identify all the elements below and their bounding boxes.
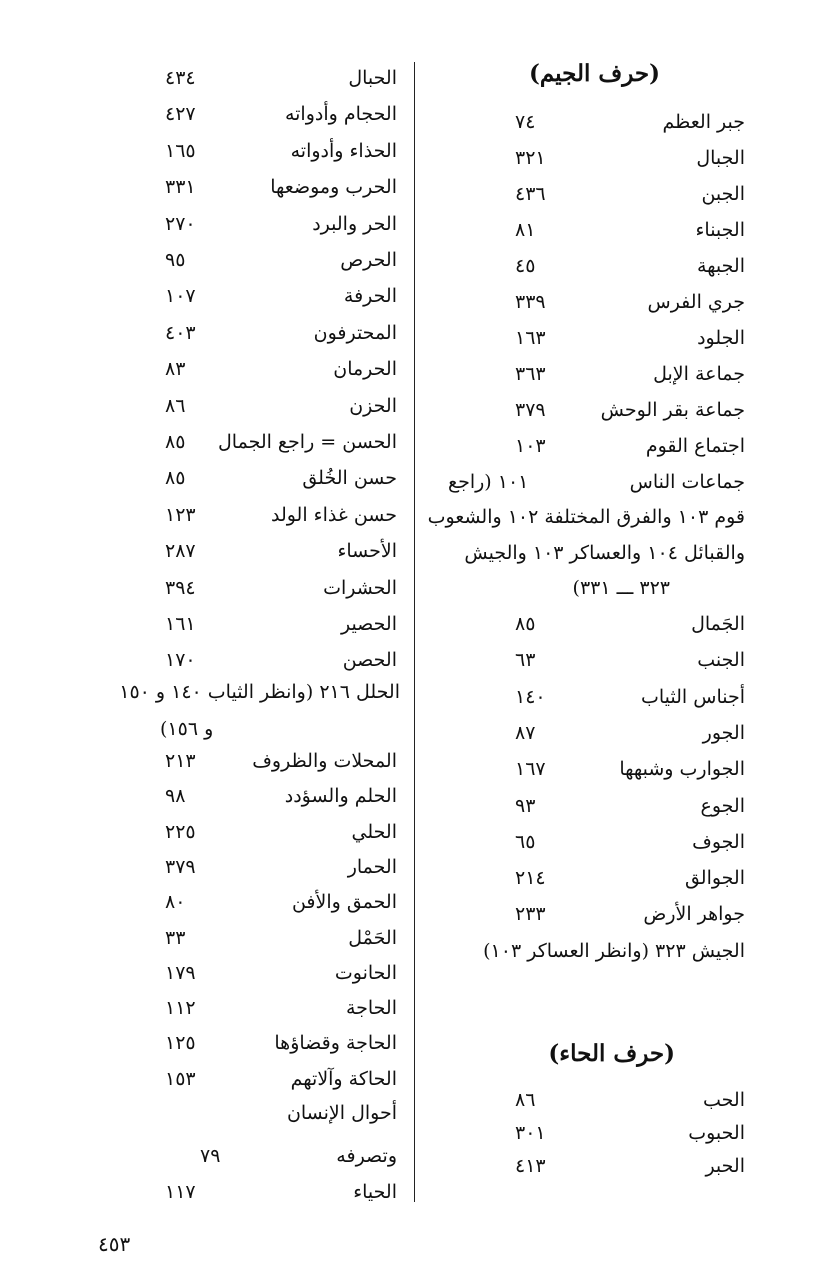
- index-entry: [60, 61, 405, 95]
- index-entry: [60, 425, 405, 459]
- index-entry: [60, 389, 405, 423]
- entry-term: الحجام وأدواته: [284, 103, 397, 126]
- index-entry: [60, 207, 405, 241]
- entry-number: ٤٥: [515, 255, 536, 277]
- entry-term: الحرفة: [343, 285, 397, 308]
- index-entry: [430, 393, 770, 427]
- entry-number: ٣٣١: [165, 176, 196, 199]
- index-entry: [430, 465, 770, 499]
- entry-number: ٣٠١: [515, 1122, 546, 1144]
- entry-term: الجوارب وشبهها: [619, 758, 745, 781]
- entry-term: اجتماع القوم: [645, 435, 745, 457]
- entry-term: الحاكة وآلاتهم: [290, 1067, 397, 1090]
- entry-number: ٣٢١: [515, 147, 546, 169]
- entry-term: الجلود: [697, 327, 745, 349]
- entry-term: جماعة بقر الوحش: [600, 399, 745, 421]
- entry-number: ٢٨٧: [165, 540, 196, 563]
- index-entry: [430, 285, 770, 319]
- entry-number: ٣٣٩: [515, 291, 546, 313]
- index-entry: [430, 897, 770, 931]
- index-entry: [60, 1062, 405, 1096]
- entry-number: ٨٥: [165, 431, 186, 453]
- index-entry: [60, 97, 405, 131]
- index-entry: [430, 789, 770, 823]
- entry-number: ١٥٣: [165, 1067, 196, 1090]
- index-entry: [60, 243, 405, 277]
- index-entry: [430, 643, 770, 677]
- entry-number: ١٠٣: [515, 435, 546, 457]
- entry-term: الحذاء وأدواته: [290, 139, 397, 162]
- index-entry: [60, 885, 405, 919]
- index-entry: [60, 461, 405, 495]
- index-entry: [430, 861, 770, 895]
- entry-number: ١٦٥: [165, 139, 196, 162]
- entry-number: ١٢٥: [165, 1032, 196, 1055]
- entry-term: أجناس الثياب: [641, 685, 745, 708]
- entry-term: الحرب وموضعها: [270, 176, 397, 199]
- index-entry: [60, 1139, 405, 1173]
- entry-term: الحبال: [348, 67, 397, 89]
- entry-term: الجنب: [697, 649, 745, 672]
- entry-term: الجبهة: [696, 255, 745, 277]
- index-entry: [60, 352, 405, 386]
- entry-term: جبر العظم: [662, 111, 745, 133]
- entry-number: ٧٤: [515, 111, 536, 133]
- index-entry: [60, 956, 405, 990]
- entry-number: ٣٩٤: [165, 576, 196, 599]
- entry-continuation: ٣٢٣ ـــ ٣٣١): [572, 577, 670, 599]
- entry-number: ٦٣: [515, 649, 536, 672]
- entry-number: ١٧٩: [165, 961, 196, 984]
- index-entry: [430, 105, 770, 139]
- index-entry: [430, 357, 770, 391]
- index-entry: [430, 752, 770, 786]
- entry-term: الجبال: [696, 147, 745, 169]
- entry-number: ٤٣٦: [515, 183, 546, 205]
- entry-number: ٤٣٤: [165, 67, 196, 89]
- entry-term: الجور: [702, 721, 745, 744]
- entry-term: الحانوت: [334, 961, 397, 984]
- entry-number: ١٤٠: [515, 685, 546, 708]
- ahwal-entry: أحوال الإنسان: [286, 1102, 397, 1124]
- index-entry: [430, 429, 770, 463]
- index-entry: [430, 1083, 770, 1117]
- index-entry: [430, 213, 770, 247]
- entry-term: حسن الخُلق: [302, 467, 397, 490]
- index-entry: [60, 921, 405, 955]
- entry-number: ٣٧٩: [165, 855, 196, 878]
- index-entry: [60, 571, 405, 605]
- index-entry: [430, 321, 770, 355]
- entry-number: ٣٣: [165, 926, 186, 949]
- entry-term: الحبر: [705, 1155, 745, 1177]
- entry-term: الحَمْل: [348, 926, 397, 949]
- heading-jeem: (حرف الجيم): [528, 60, 660, 87]
- entry-number: ٤٢٧: [165, 103, 196, 126]
- index-entry: [60, 134, 405, 168]
- entry-term: الحلم والسؤدد: [284, 785, 397, 808]
- entry-term: جماعات الناس: [629, 471, 745, 493]
- index-entry: [430, 1149, 770, 1183]
- entry-term: الجوالق: [684, 867, 745, 890]
- entry-term: الحلي: [351, 820, 397, 843]
- entry-term: الحمار: [347, 855, 397, 878]
- index-entry: [60, 779, 405, 813]
- entry-number: ١٦١: [165, 613, 196, 635]
- entry-term: الحصير: [340, 613, 397, 635]
- entry-number: ٩٣: [515, 794, 536, 817]
- entry-term: الجوف: [692, 830, 745, 853]
- entry-number: ٣٦٣: [515, 363, 546, 385]
- entry-number: ٩٥: [165, 249, 186, 271]
- index-entry: [430, 607, 770, 641]
- index-entry: [430, 177, 770, 211]
- entry-number: ٤٠٣: [165, 321, 196, 344]
- entry-number: ٨٥: [515, 613, 536, 635]
- entry-number: ٢١٤: [515, 867, 546, 890]
- entry-term: الأحساء: [337, 540, 397, 563]
- entry-term: الجبناء: [695, 219, 745, 241]
- entry-number: ٨١: [515, 219, 536, 241]
- heading-haa: (حرف الحاء): [548, 1040, 675, 1067]
- index-entry: [60, 1175, 405, 1209]
- entry-number: ٤١٣: [515, 1155, 546, 1177]
- entry-number: ١٢٣: [165, 503, 196, 526]
- entry-term: الحسن = راجع الجمال: [217, 431, 397, 453]
- index-entry: [430, 680, 770, 714]
- entry-continuation: قوم ١٠٣ والفرق المختلفة ١٠٢ والشعوب: [427, 506, 745, 528]
- index-entry: [430, 716, 770, 750]
- entry-number: ٨٥: [165, 467, 186, 490]
- entry-term: الحصن: [342, 649, 397, 672]
- entry-term: المحلات والظروف: [252, 750, 397, 772]
- entry-term: المحترفون: [313, 321, 397, 344]
- entry-term: الحبوب: [688, 1122, 745, 1144]
- entry-term: الحرمان: [333, 358, 397, 381]
- index-entry: [60, 607, 405, 641]
- index-entry: [60, 991, 405, 1025]
- entry-term: جري الفرس: [647, 291, 745, 313]
- entry-term: وتصرفه: [336, 1145, 397, 1167]
- index-entry: [430, 825, 770, 859]
- entry-term: الجبن: [701, 183, 745, 205]
- entry-term: جواهر الأرض: [643, 903, 745, 926]
- page-number: ٤٥٣: [98, 1232, 131, 1256]
- entry-number: ٨٠: [165, 891, 186, 914]
- column-divider: [414, 62, 415, 1202]
- entry-term: الحرص: [340, 249, 397, 271]
- index-entry: [60, 279, 405, 313]
- entry-term: جماعة الإبل: [653, 363, 745, 385]
- jaysh-entry: الجيش ٣٢٣ (وانظر العساكر ١٠٣): [483, 940, 745, 962]
- entry-number: ٨٦: [515, 1089, 536, 1111]
- entry-term: الحب: [703, 1089, 745, 1111]
- index-entry: [60, 850, 405, 884]
- entry-term: الحشرات: [323, 576, 397, 599]
- index-entry: [60, 643, 405, 677]
- hulal-entry: الحلل ٢١٦ (وانظر الثياب ١٤٠ و ١٥٠: [119, 681, 400, 703]
- entry-number: ٩٨: [165, 785, 186, 808]
- index-entry: [430, 1116, 770, 1150]
- entry-number: ١١٧: [165, 1181, 196, 1203]
- index-entry: [60, 1026, 405, 1060]
- index-entry: [60, 170, 405, 204]
- entry-number: ٧٩: [200, 1145, 221, 1167]
- left-column: [60, 0, 405, 1287]
- entry-term: الجَمال: [691, 613, 745, 635]
- entry-number: ١٠٧: [165, 285, 196, 308]
- entry-term: الحر والبرد: [312, 212, 397, 235]
- entry-term: الحمق والأفن: [291, 891, 397, 914]
- entry-number: ٢٧٠: [165, 212, 196, 235]
- index-entry: [60, 498, 405, 532]
- entry-number: ٨٦: [165, 394, 186, 417]
- entry-number: ٦٥: [515, 830, 536, 853]
- entry-number: ٢١٣: [165, 750, 196, 772]
- entry-number: ٣٧٩: [515, 399, 546, 421]
- entry-term: الجوع: [700, 794, 745, 817]
- index-entry: [60, 316, 405, 350]
- index-entry: [430, 141, 770, 175]
- entry-number: ١٧٠: [165, 649, 196, 672]
- entry-term: الحياء: [353, 1181, 397, 1203]
- entry-continuation: والقبائل ١٠٤ والعساكر ١٠٣ والجيش: [464, 542, 745, 564]
- entry-number: ٨٣: [165, 358, 186, 381]
- entry-number: ١٠١ (راجع: [448, 471, 529, 493]
- entry-number: ١٦٣: [515, 327, 546, 349]
- index-entry: [60, 534, 405, 568]
- entry-number: ١١٢: [165, 997, 196, 1020]
- entry-number: ٨٧: [515, 721, 536, 744]
- index-entry: [430, 249, 770, 283]
- right-column: [427, 0, 770, 1287]
- entry-term: الحاجة وقضاؤها: [274, 1032, 397, 1055]
- entry-number: ٢٣٣: [515, 903, 546, 926]
- index-entry: [60, 744, 405, 778]
- entry-continuation: و ١٥٦): [160, 718, 214, 740]
- entry-term: الحاجة: [345, 997, 397, 1020]
- index-entry: [60, 815, 405, 849]
- entry-number: ١٦٧: [515, 758, 546, 781]
- entry-number: ٢٢٥: [165, 820, 196, 843]
- entry-term: الحزن: [349, 394, 397, 417]
- entry-term: حسن غذاء الولد: [270, 503, 397, 526]
